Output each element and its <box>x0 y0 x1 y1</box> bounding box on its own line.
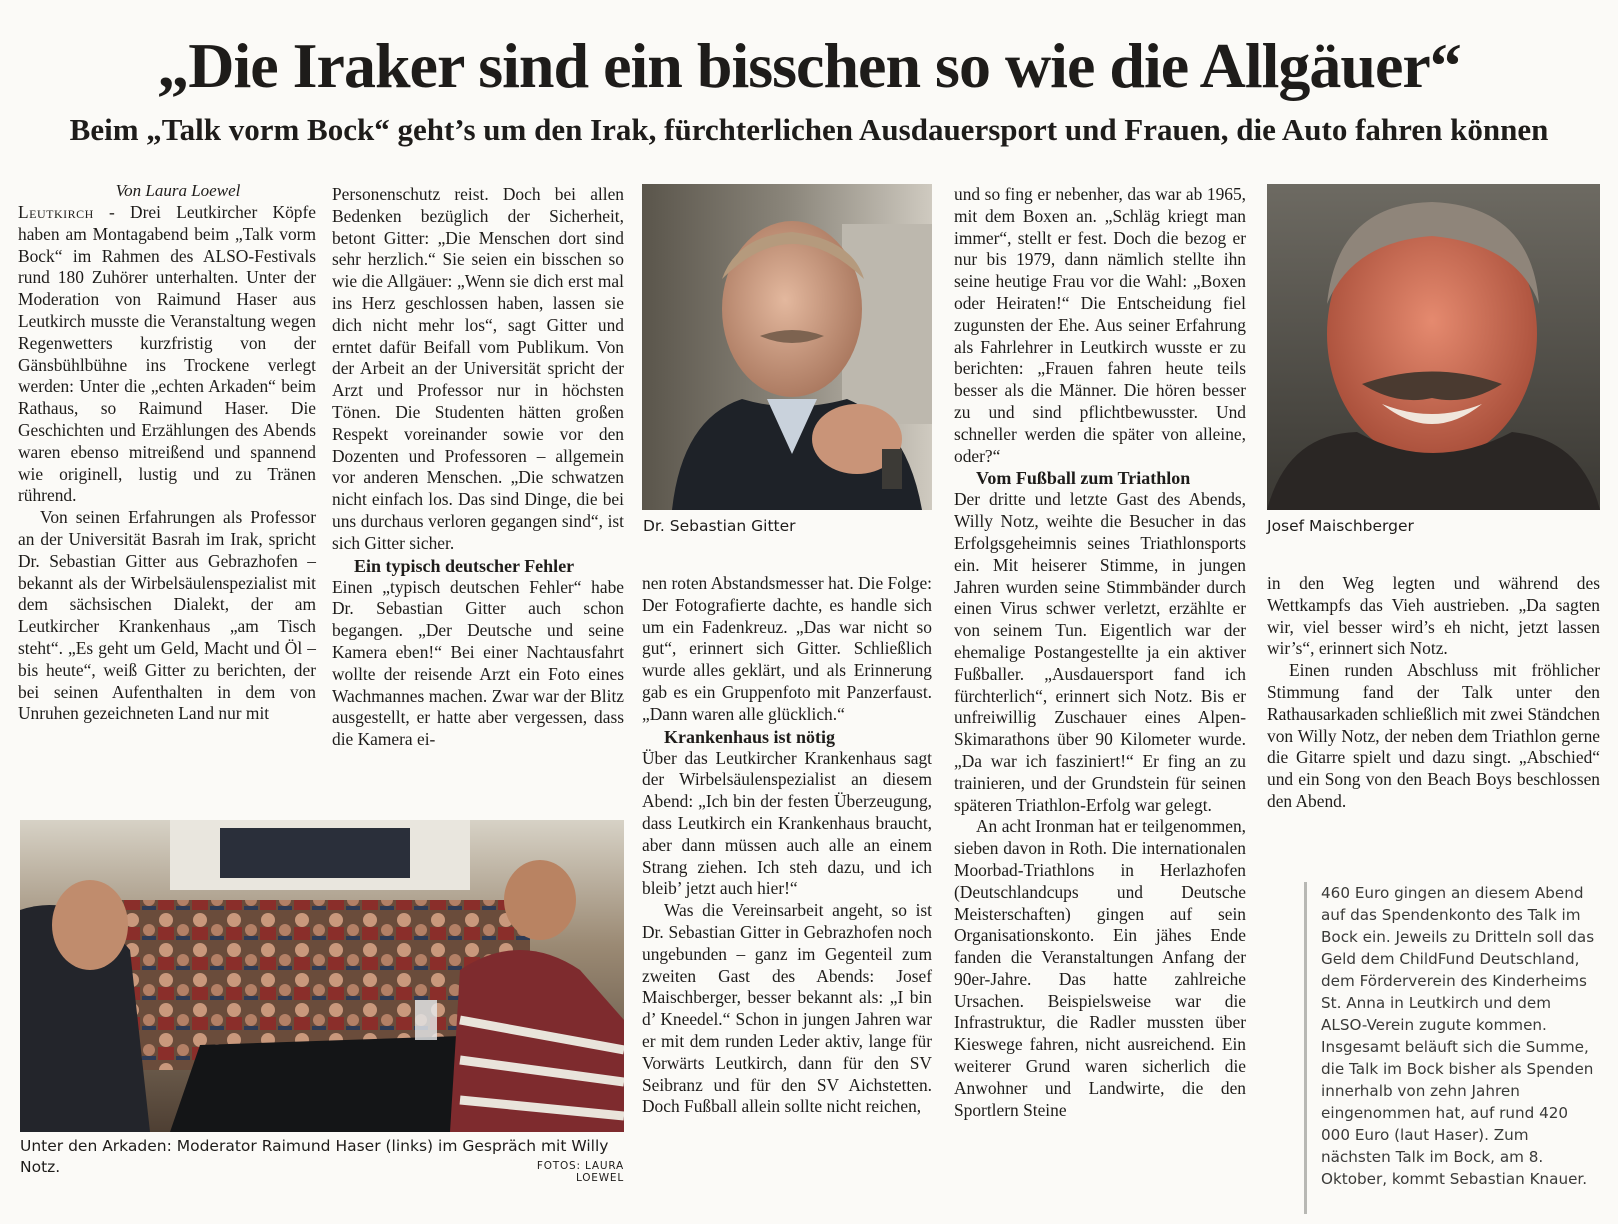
byline: Von Laura Loewel <box>115 181 241 200</box>
donation-infobox <box>1304 882 1600 1214</box>
column-4 <box>954 184 1246 1121</box>
paragraph: Personenschutz reist. Doch bei allen Bedenken bezüglich der Sicherheit, betont Gitter: „Die Menschen dort sind sehr herzlich.“ Sie seien ein bisschen so wie die Allgäuer: „Wenn sie dich erst mal ins Herz geschlossen haben, lassen sie dich nicht mehr los“, sagt Gitter und erntet dafür Beifall vom Publikum. Von der Arbeit an der Universität spricht der Arzt und Professor nur in höchsten Tönen. Die Studenten hätten großen Respekt voreinander sowie vor den Dozenten und Professoren – allgemein vor anderen Menschen. „Die schwatzen nicht einfach los. Das sind Dinge, die bei uns durchaus verloren gegangen sind“, ist sich Gitter sicher. <box>332 184 624 553</box>
infobox-text: 460 Euro gingen an diesem Abend auf das Spendenkonto des Talk im Bock ein. Jeweils zu Dritteln soll das Geld dem ChildFund Deutschland, dem Förderverein des Kinderheims St. Anna in Leutkirch und dem ALSO-Verein zugute kommen. Insgesamt beläuft sich die Summe, die Talk im Bock bisher als Spenden innerhalb von zehn Jahren eingenommen hat, auf rund 420 000 Euro (laut Haser). Zum nächsten Talk im Bock, am 8. Oktober, kommt Sebastian Knauer. <box>1321 884 1595 1188</box>
subheading: Krankenhaus ist nötig <box>664 726 836 747</box>
paragraph: Einen „typisch deutschen Fehler“ habe Dr. Sebastian Gitter auch schon begangen. „Der Deutsche und seine Kamera eben!“ Bei einer Nachtausfahrt wollte der reisende Arzt ein Foto eines Wachmannes machen. Zwar war der Blitz ausgestellt, er hatte aber vergessen, dass die Kamera ei- <box>332 576 624 750</box>
paragraph: Über das Leutkircher Krankenhaus sagt der Wirbelsäulenspezialist an diesem Abend: „Ich bin der festen Überzeugung, dass Leutkirch ein Krankenhaus braucht, aber dann müssen auch alle an einem Strang ziehen. Ich steh dazu, und ich bleib’ jetzt auch hier!“ <box>642 747 932 899</box>
caption-maischberger: Josef Maischberger <box>1267 517 1414 535</box>
photo-gitter-image <box>642 184 932 510</box>
dateline: Leutkirch <box>18 202 94 222</box>
caption-arkaden: Unter den Arkaden: Moderator Raimund Haser (links) im Gespräch mit Willy Notz. <box>20 1137 609 1176</box>
column-5 <box>1267 573 1600 813</box>
subheading: Vom Fußball zum Triathlon <box>976 468 1191 489</box>
paragraph: Von seinen Erfahrungen als Professor an der Universität Basrah im Irak, spricht Dr. Sebastian Gitter aus Gebrazhofen – bekannt als der Wirbelsäulenspezialist mit dem sächsischen Dialekt, der am Leutkircher Krankenhaus „am Tisch steht“. „Es geht um Geld, Macht und Öl – bis heute“, weiß Gitter zu berichten, der bei seinen Aufenthalten in dem von Unruhen gezeichneten Land nur mit <box>18 507 316 724</box>
paragraph: Der dritte und letzte Gast des Abends, Willy Notz, weihte die Besucher in das Erfolgsgeheimnis seines Triathlonsports ein. Mit heiserer Stimme, in jungen Jahren wurden seine Stimmbänder durch einen Virus schwer verletzt, erzählte er von seinem Tun. Eigentlich war der ehemalige Postangestellte ja ein aktiver Fußballer. „Ausdauersport fand ich fürchterlich“, erinnert sich Notz. Bis er unfreiwillig Zuschauer eines Alpen-Skimarathons über 90 Kilometer wurde. „Da war ich fasziniert!“ Er fing an zu trainieren, und der Grundstein für seinen späteren Triathlon-Erfolg war gelegt. <box>954 489 1246 815</box>
photo-credit: FOTOS: LAURA LOEWEL <box>536 1160 624 1184</box>
paragraph-text: - Drei Leutkircher Köpfe haben am Montagabend beim „Talk vorm Bock“ im Rahmen des ALSO-Festivals rund 180 Zuhörer unterhalten. Unter der Moderation von Raimund Haser aus Leutkirch musste die Veranstaltung wegen Regenwetters kurzfristig von der Gänsbühlbühne ins Trockene verlegt werden: Unter die „echten Arkaden“ beim Rathaus, so Raimund Haser. Die Geschichten und Erzählungen des Abends waren ebenso mitreißend und spannend wie originell, lustig und zu Tränen rührend. <box>18 202 316 506</box>
subheading: Ein typisch deutscher Fehler <box>354 555 575 576</box>
subheadline: Beim „Talk vorm Bock“ geht’s um den Irak, fürchterlichen Ausdauersport und Frauen, die Auto fahren können <box>69 112 1549 147</box>
paragraph: und so fing er nebenher, das war ab 1965, mit dem Boxen an. „Schläg kriegt man immer“, stellt er fest. Doch die bezog er nur bis 1979, dann nämlich stellte ihn seine heutige Frau vor die Wahl: „Boxen oder Heiraten!“ Die Entscheidung fiel zugunsten der Ehe. Aus seiner Erfahrung als Fahrlehrer in Leutkirch wusste er zu berichten: „Frauen fahren heute teils besser als die Männer. Die hören besser zu und sind pflichtbewusster. Und schneller werden die später von alleine, oder?“ <box>954 184 1246 466</box>
photo-maischberger <box>1267 184 1600 510</box>
paragraph: nen roten Abstandsmesser hat. Die Folge: Der Fotografierte dachte, es handle sich um ein Fadenkreuz. „Das war nicht so gut“, erinnert sich Gitter. Schließlich wurde alles geklärt, und als Erinnerung gab es ein Gruppenfoto mit Panzerfaust. „Dann waren alle glücklich.“ <box>642 573 932 724</box>
paragraph: Einen runden Abschluss mit fröhlicher Stimmung fand der Talk unter den Rathausarkaden schließlich mit zwei Ständchen von Willy Notz, der neben dem Triathlon gerne die Gitarre spielt und dazu singt. „Abschied“ und ein Song von den Beach Boys beschlossen den Abend. <box>1267 660 1600 811</box>
photo-arkaden <box>20 820 624 1132</box>
caption-gitter: Dr. Sebastian Gitter <box>643 517 796 535</box>
paragraph: Was die Vereinsarbeit angeht, so ist Dr. Sebastian Gitter in Gebrazhofen noch ungebunden – ganz im Gegenteil zum zweiten Gast des Abends: Josef Maischberger, besser bekannt als: „I bin d’ Kneedel.“ Schon in jungen Jahren war er mit dem runden Leder aktiv, lange für Vorwärts Leutkirch, dann für den SV Seibranz und für den SV Aichstetten. Doch Fußball allein sollte nicht reichen, <box>642 900 932 1117</box>
photo-arkaden-image <box>20 820 624 1132</box>
headline: „Die Iraker sind ein bisschen so wie die Allgäuer“ <box>157 30 1461 101</box>
paragraph: in den Weg legten und während des Wettkampfs das Vieh austrieben. „Da sagten wir, viel besser wird’s eh nicht, jetzt lassen wir’s“, erinnert sich Notz. <box>1267 573 1600 659</box>
paragraph: An acht Ironman hat er teilgenommen, sieben davon in Roth. Die internationalen Moorbad-Triathlons in Herlazhofen (Deutschlandcups und Deutsche Meisterschaften) gingen auf sein Organisationskonto. Ein jähes Ende fanden die Veranstaltungen Anfang der 90er-Jahre. Das hatte zahlreiche Ursachen. Beispielsweise war die Infrastruktur, die Radler mussten über Kieswege fahren, nicht ausreichend. Ein weiterer Grund waren sicherlich die Anwohner und Landwirte, die den Sportlern Steine <box>954 816 1246 1120</box>
photo-maischberger-image <box>1267 184 1600 510</box>
column-3 <box>642 573 932 1118</box>
column-1 <box>18 180 316 725</box>
column-2 <box>332 184 624 751</box>
paragraph <box>18 202 316 507</box>
photo-gitter <box>642 184 932 510</box>
